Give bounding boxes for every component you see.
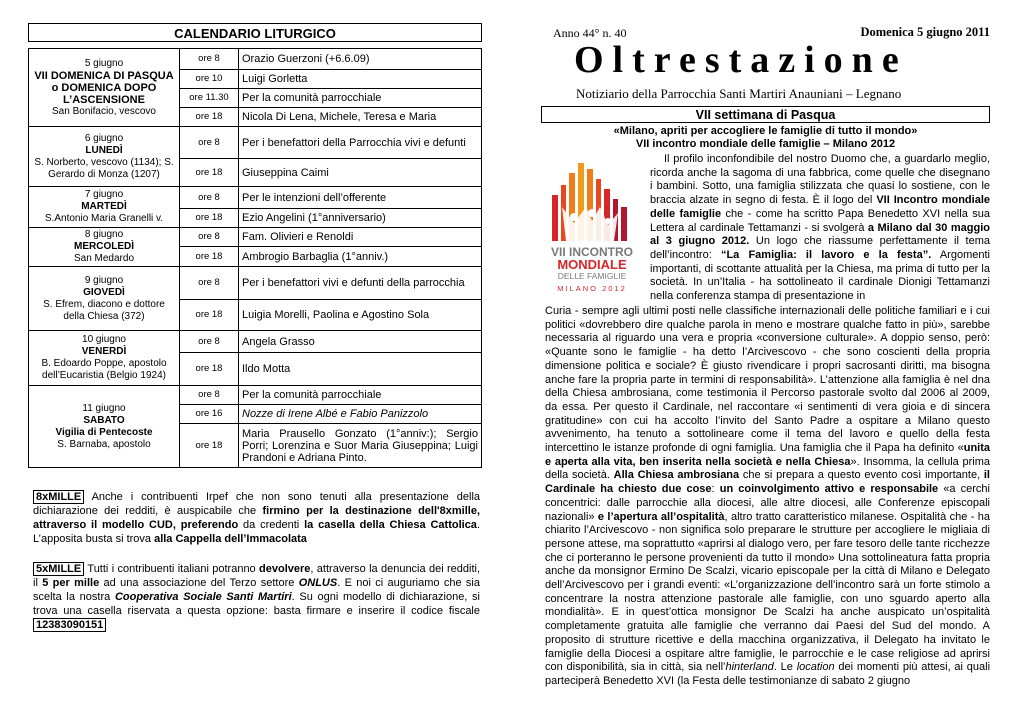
day-date: 10 giugno xyxy=(82,334,126,345)
article-text: Argomenti importanti, di scottante attualità per la Chiesa, ma prima di tutto per la società. In un’Italia - ha sottolineato il cardinale Dionigi Tettamanzi nella conferenza stampa di presentazione in xyxy=(650,248,990,303)
mass-time: ore 18 xyxy=(180,353,239,386)
mass-time: ore 18 xyxy=(180,424,239,468)
mass-intention: Per la comunità parrocchiale xyxy=(239,386,482,405)
article-text: Un logo che riassume perfettamente il tema dell’incontro: xyxy=(650,235,990,261)
article-italic: location xyxy=(796,661,835,674)
mass-intention: Maria Prausello Gonzato (1°anniv:); Sergio Porri; Lorenzina e Suor Maria Giuseppina; Luigi Prandoni e Adriana Pinto. xyxy=(239,424,482,468)
article-subheadline: VII incontro mondiale delle famiglie – Milano 2012 xyxy=(635,138,896,150)
notice-text: Tutti i contribuenti italiani potranno xyxy=(84,563,260,575)
mass-time: ore 16 xyxy=(180,405,239,424)
article-text: . Le xyxy=(773,661,797,674)
mass-intention: Angela Grasso xyxy=(239,331,482,353)
mass-intention: Per le intenzioni dell’offerente xyxy=(239,187,482,209)
day-cell xyxy=(29,386,180,468)
day-name: SABATO xyxy=(83,414,125,426)
calendar-table xyxy=(28,48,482,468)
article-bold: “La Famiglia: il lavoro e la festa”. xyxy=(720,248,932,261)
notice-bold: firmino per la destinazione dell'8xmille, attraverso il modello CUD, preferendo xyxy=(33,505,481,531)
day-cell xyxy=(29,127,180,187)
mass-intention: Ezio Angelini (1°anniversario) xyxy=(239,209,482,228)
mass-intention: Orazio Guerzoni (+6.6.09) xyxy=(239,49,482,70)
day-date: 5 giugno xyxy=(84,57,124,69)
day-name: GIOVEDÌ xyxy=(83,286,125,298)
day-date: 7 giugno xyxy=(84,189,124,200)
mass-intention: Nicola Di Lena, Michele, Teresa e Maria xyxy=(239,108,482,127)
notice-text: , attraverso la denuncia dei redditi, il xyxy=(33,563,481,589)
masthead-subtitle: Notiziario della Parrocchia Santi Martiri Anauniani – Legnano xyxy=(576,86,902,101)
table-row xyxy=(29,267,482,300)
article-text: «a cerchi concentrici: dalle parrocchie alla diocesi, alle altre diocesi, alle Conferenze episcopali nazionali» xyxy=(545,483,990,523)
article-bold: un coinvolgimento attivo e responsabile xyxy=(719,483,939,496)
issue-number: Anno 44° n. 40 xyxy=(553,26,627,40)
mass-time: ore 8 xyxy=(180,127,239,159)
article-bold: il Cardinale ha chiesto due cose xyxy=(545,469,990,496)
day-saints: S. Norberto, vescovo (1134); S. Gerardo di Monza (1207) xyxy=(34,156,174,180)
notice-bold: devolvere xyxy=(259,563,311,575)
otto-mille-badge: 8xMILLE xyxy=(33,490,84,504)
mass-time: ore 8 xyxy=(180,267,239,300)
mass-intention: Per i benefattori della Parrocchia vivi e defunti xyxy=(239,127,482,159)
logo-line4: MILANO 2012 xyxy=(557,284,627,293)
mass-time: ore 18 xyxy=(180,108,239,127)
notice-bold: 5 per mille xyxy=(42,577,100,589)
calendar-title: CALENDARIO LITURGICO xyxy=(28,23,482,42)
day-date: 8 giugno xyxy=(84,229,124,240)
article-bold: Alla Chiesa ambrosiana xyxy=(613,469,740,482)
day-date: 6 giugno xyxy=(84,132,124,144)
notice-bold: alla Cappella dell’Immacolata xyxy=(154,533,307,545)
mass-intention: Giuseppina Caimi xyxy=(239,159,482,187)
article-paragraph-1 xyxy=(650,153,990,305)
day-saints: San Medardo xyxy=(73,253,135,264)
article-text: : xyxy=(711,483,720,496)
article-text: Curia - sempre agli ultimi posti nelle classifiche internazionali delle politiche familiari e i cui politici «dovrebbero dire qualche parola in meno e mostrare qualche fatto in più», sarebbe necessaria al riguardo una vera e propria «conversione culturale». A doppio senso, però: «Quante sono le famiglie - ha detto l’Arcivescovo - che sono coscienti della propria dimensione politica e sociale? È giusto rivendicare i propri sacrosanti diritti, ma bisogna anche fare la propria parte in termini di responsabilità». L’attenzione alla famiglia è nel dna della Chiesa ambrosiana, come testimonia il Percorso pastorale svolto dal 2006 al 2009, da essa. Per questo il Cardinale, nel raccontare «i sentimenti di vera gioia e di sincera gratitudine» con cui ha accolto l’invito del Santo Padre a ospitare a Milano questo avvenimento, ha tenuto a sottolineare come il tema del lavoro e quello della festa intercettino le istanze profonde di ogni famiglia. Una famiglia che il Papa ha definito « xyxy=(545,305,990,455)
article-headline: «Milano, apriti per accogliere le famiglie di tutto il mondo» xyxy=(613,125,918,137)
mass-time: ore 10 xyxy=(180,70,239,89)
table-row xyxy=(29,187,482,209)
notice-text: . Su ogni modello di dichiarazione, si trova una casella riservata a questa opzione: basta firmare e inserire il codice fiscale xyxy=(33,591,480,617)
notice-text: . E noi ci auguriamo che sia scelta la nostra xyxy=(33,577,480,603)
mass-time: ore 18 xyxy=(180,300,239,331)
article-bold: unita e aperta alla vita, ben inserita nella società e nella Chiesa xyxy=(545,442,990,468)
tax-code: 12383090151 xyxy=(33,618,106,632)
mass-intention: Nozze di Irene Albé e Fabio Panizzolo xyxy=(239,405,482,424)
article-text: Il profilo inconfondibile del nostro Duomo che, a guardarlo meglio, ricorda anche la sagoma di una fabbrica, come quelle che disegnano i bambini. Sotto, una famiglia stilizzata che quasi lo sostiene, con le braccia alzate in segno di festa. È il logo del xyxy=(650,153,990,207)
issue-date: Domenica 5 giugno 2011 xyxy=(860,25,990,39)
family-meeting-logo xyxy=(544,155,640,295)
notice-text: da credenti xyxy=(238,519,305,531)
duomo-family-icon xyxy=(544,155,640,295)
cinque-mille-notice xyxy=(33,562,480,632)
week-title: VII settimana di Pasqua xyxy=(541,106,990,123)
mass-time: ore 18 xyxy=(180,159,239,187)
article-text: che - come ha scritto Papa Benedetto XVI nella sua Lettera al cardinale Tettamanzi - si svolgerà xyxy=(650,207,990,234)
article-italic: hinterland xyxy=(725,661,774,674)
day-cell xyxy=(29,267,180,331)
cinque-mille-badge: 5xMILLE xyxy=(33,562,84,576)
mass-time: ore 18 xyxy=(180,209,239,228)
day-vigil: Vigilia di Pentecoste xyxy=(55,426,153,438)
day-name: MERCOLEDÌ xyxy=(74,241,134,252)
day-date: 9 giugno xyxy=(84,274,124,286)
day-name: MARTEDÌ xyxy=(81,201,127,212)
notice-bold: Cooperativa Sociale Santi Martiri xyxy=(114,591,292,603)
logo-line3: DELLE FAMIGLIE xyxy=(557,271,627,281)
logo-line2: MONDIALE xyxy=(557,257,627,272)
mass-intention: Ildo Motta xyxy=(239,353,482,386)
day-date: 11 giugno xyxy=(82,402,126,414)
day-name: VENERDÌ xyxy=(81,346,127,357)
article-bold: VII Incontro mondiale delle famiglie xyxy=(650,194,990,220)
day-cell xyxy=(29,49,180,127)
otto-mille-notice xyxy=(33,490,480,546)
masthead: Oltrestazione xyxy=(574,39,908,81)
mass-time: ore 8 xyxy=(180,49,239,70)
notice-bold: ONLUS xyxy=(298,577,338,589)
mass-intention: Ambrogio Barbaglia (1°anniv.) xyxy=(239,247,482,267)
mass-time: ore 8 xyxy=(180,386,239,405)
table-row xyxy=(29,228,482,247)
mass-intention: Luigi Gorletta xyxy=(239,70,482,89)
mass-time: ore 11.30 xyxy=(180,89,239,108)
mass-time: ore 18 xyxy=(180,247,239,267)
notice-text: Anche i contribuenti Irpef che non sono tenuti alla presentazione della dichiarazione dei redditi, è auspicabile che xyxy=(33,491,480,517)
day-saints: B. Edoardo Poppe, apostolo dell’Eucaristia (Belgio 1924) xyxy=(41,358,167,381)
article-text: dei momenti più attesi, ai quali parteciperà Benedetto XVI (la Festa delle testimonianze di sabato 2 giugno xyxy=(545,661,990,687)
article-text: che si prepara a questo evento così importante, xyxy=(739,469,984,482)
day-saints: S.Antonio Maria Granelli v. xyxy=(44,213,164,224)
notice-bold: la casella della Chiesa Cattolica xyxy=(304,519,477,531)
table-row xyxy=(29,127,482,159)
mass-intention: Per la comunità parrocchiale xyxy=(239,89,482,108)
day-saints: San Bonifacio, vescovo xyxy=(52,105,156,117)
day-saints: S. Barnaba, apostolo xyxy=(57,438,151,450)
mass-time: ore 8 xyxy=(180,187,239,209)
day-cell xyxy=(29,228,180,267)
day-cell xyxy=(29,187,180,228)
mass-time: ore 8 xyxy=(180,331,239,353)
table-row xyxy=(29,331,482,353)
day-saints: S. Efrem, diacono e dottore della Chiesa (372) xyxy=(43,298,165,322)
article-bold: a Milano dal 30 maggio al 3 giugno 2012. xyxy=(650,221,990,248)
mass-intention: Fam. Olivieri e Renoldi xyxy=(239,228,482,247)
article-bold: e l’apertura all’ospitalità xyxy=(597,510,725,523)
logo-line1: VII INCONTRO xyxy=(550,245,634,259)
mass-intention: Per i benefattori vivi e defunti della parrocchia xyxy=(239,267,482,300)
mass-time: ore 8 xyxy=(180,228,239,247)
article-paragraph-2 xyxy=(545,305,990,721)
table-row xyxy=(29,49,482,70)
day-cell xyxy=(29,331,180,386)
notice-text: ad una associazione del Terzo settore xyxy=(99,577,299,589)
mass-intention: Luigia Morelli, Paolina e Agostino Sola xyxy=(239,300,482,331)
article-text: ». Insomma, la cellula prima della società. xyxy=(545,455,990,482)
notice-text: . L’apposita busta si trova xyxy=(33,519,480,545)
day-name: VII DOMENICA DI PASQUA o DOMENICA DOPO L’ASCENSIONE xyxy=(34,69,174,106)
day-name: LUNEDÌ xyxy=(85,144,123,156)
article-text: , altro tratto caratteristico milanese. Ospitalità che - ha chiarito l’Arcivescovo - non significa solo preparare le strutture per accogliere le migliaia di persone attese, ma soprattutto «aprirsi al dialogo vero, per fare tesoro delle tante ricchezze che ci porteranno le persone provenienti da tutto il mondo» Una sottolineatura fatta propria anche da monsignor Ermino De Scalzi, vicario episcopale per la città di Milano e Delegato dell’Arcivescovo per i grandi eventi: «L’organizzazione dell’incontro sarà un forte stimolo a concentrare la nostra attenzione pastorale alle famiglie, con uno sguardo aperto alla mondialità». E in quest’ottica monsignor De Scalzi ha anche auspicato un’ospitalità completamente gratuita alle famiglie che verranno dai Paesi del Sud del mondo. A proposito di strutture ricettive e della macchina organizzativa, il Delegato ha invitato le famiglie della Diocesi a ospitare altre famiglie, le parrocchie e le case religiose ad aprirsi con disponibilità, sia in città, sia nell’ xyxy=(545,510,990,674)
table-row xyxy=(29,386,482,405)
